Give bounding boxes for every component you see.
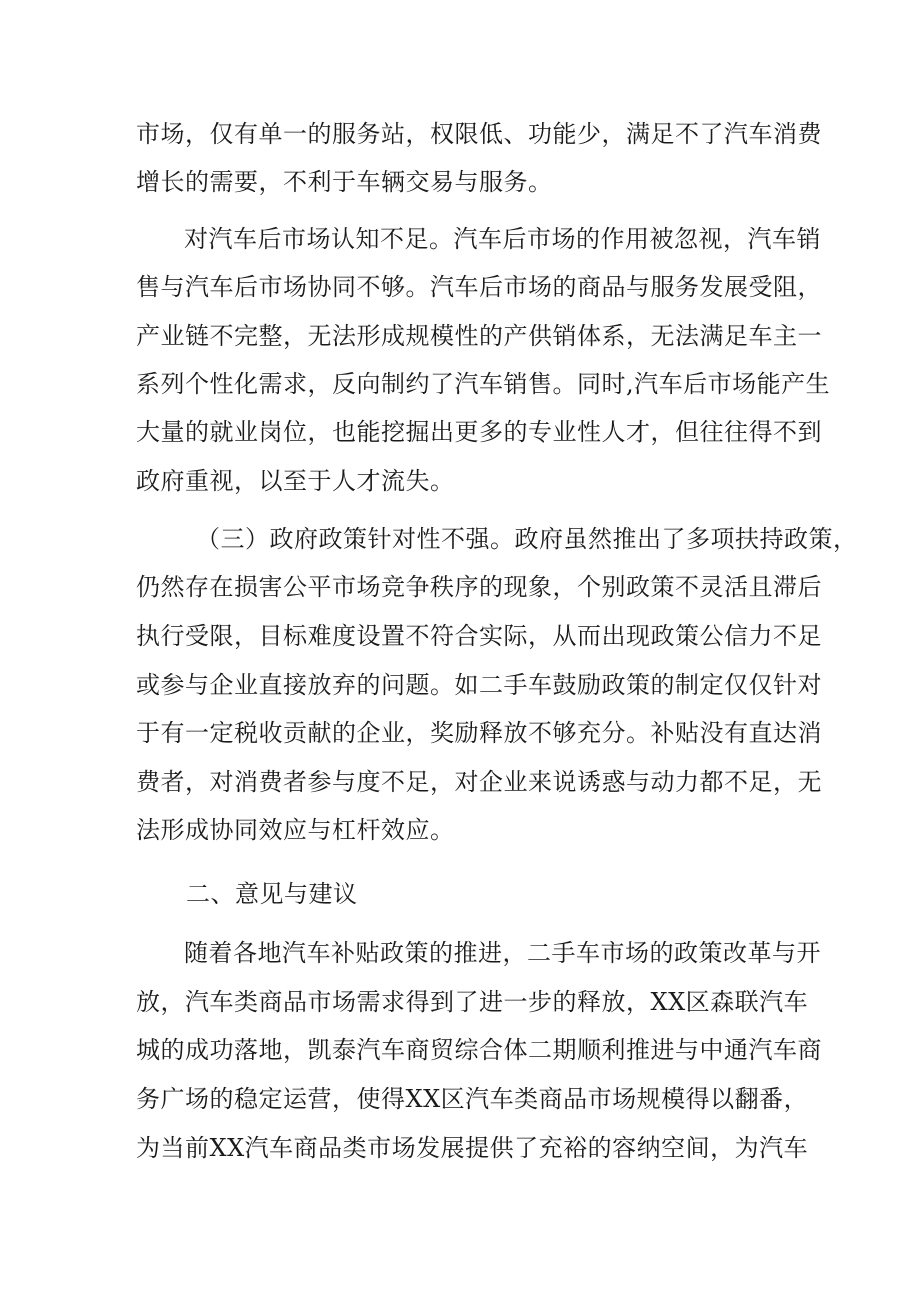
- text-line: 政府重视，以至于人才流失。: [136, 467, 455, 495]
- section-heading-line: （三）政府政策针对性不强。政府虽然推出了多项扶持政策，: [196, 525, 858, 553]
- text-line: 增长的需要，不利于车辆交易与服务。: [136, 168, 553, 196]
- text-line: 大量的就业岗位，也能挖掘出更多的专业性人才，但往往得不到: [136, 418, 822, 446]
- text-line: 费者，对消费者参与度不足，对企业来说诱惑与动力都不足，无: [136, 768, 822, 796]
- section-title: 二、意见与建议: [186, 880, 358, 908]
- text-line: 务广场的稳定运营，使得XX区汽车类商品市场规模得以翻番，: [136, 1085, 809, 1113]
- text-line: 或参与企业直接放弃的问题。如二手车鼓励政策的制定仅仅针对: [136, 671, 822, 699]
- text-line: 系列个性化需求，反向制约了汽车销售。同时,汽车后市场能产生: [136, 370, 831, 398]
- text-line: 为当前XX汽车商品类市场发展提供了充裕的容纳空间，为汽车: [136, 1134, 809, 1162]
- text-line: 于有一定税收贡献的企业，奖励释放不够充分。补贴没有直达消: [136, 719, 822, 747]
- text-line: 仍然存在损害公平市场竞争秩序的现象，个别政策不灵活且滞后: [136, 573, 822, 601]
- text-line: 市场，仅有单一的服务站，权限低、功能少，满足不了汽车消费: [136, 120, 822, 148]
- text-line: 法形成协同效应与杠杆效应。: [136, 816, 455, 844]
- paragraph-first-line: 随着各地汽车补贴政策的推进，二手车市场的政策改革与开: [184, 939, 821, 967]
- text-line: 城的成功落地，凯泰汽车商贸综合体二期顺利推进与中通汽车商: [136, 1036, 822, 1064]
- text-line: 放，汽车类商品市场需求得到了进一步的释放，XX区森联汽车: [136, 988, 809, 1016]
- paragraph-first-line: 对汽车后市场认知不足。汽车后市场的作用被忽视，汽车销: [184, 225, 821, 253]
- text-line: 执行受限，目标难度设置不符合实际，从而出现政策公信力不足: [136, 622, 822, 650]
- text-line: 产业链不完整，无法形成规模性的产供销体系，无法满足车主一: [136, 322, 822, 350]
- text-line: 售与汽车后市场协同不够。汽车后市场的商品与服务发展受阻，: [136, 273, 822, 301]
